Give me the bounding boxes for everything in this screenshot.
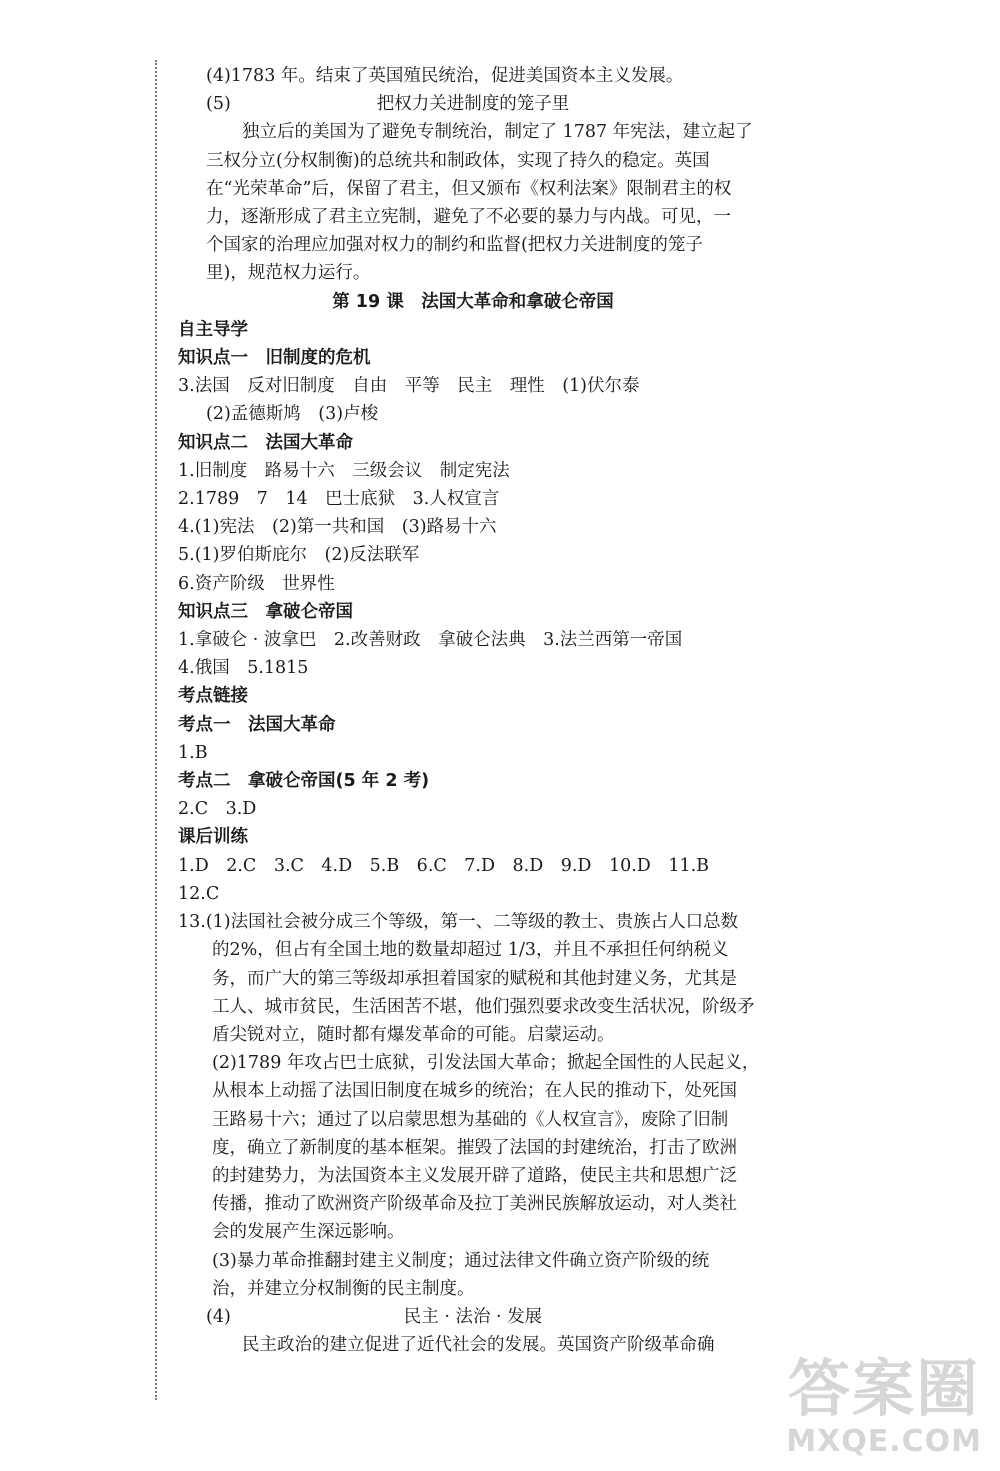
text-line: 在“光荣革命”后，保留了君主，但又颁布《权利法案》限制君主的权 bbox=[206, 178, 732, 199]
text-line: 的封建势力，为法国资本主义发展开辟了道路，使民主共和思想广泛 bbox=[212, 1165, 737, 1186]
text-line: 度，确立了新制度的基本框架。摧毁了法国的封建统治，打击了欧洲 bbox=[212, 1137, 737, 1158]
answer-line: 4.(1)宪法 (2)第一共和国 (3)路易十六 bbox=[178, 517, 497, 538]
question-13-part-3 bbox=[178, 1247, 768, 1303]
watermark-title: 答案圈 bbox=[788, 1352, 981, 1425]
answer-line: 1.旧制度 路易十六 三级会议 制定宪法 bbox=[178, 460, 510, 481]
answer-line: 1.D 2.C 3.C 4.D 5.B 6.C 7.D 8.D 9.D 10.D 11.B bbox=[178, 855, 710, 876]
section-heading-self-study: 自主导学 bbox=[178, 319, 248, 340]
text-line: 从根本上动摇了法国旧制度在城乡的统治；在人民的推动下，处死国 bbox=[212, 1081, 737, 1102]
subheading-4 bbox=[178, 1303, 768, 1331]
text-line: 会的发展产生深远影响。 bbox=[212, 1222, 405, 1243]
text-line: 独立后的美国为了避免专制统治，制定了 1787 年宪法，建立起了 bbox=[242, 122, 753, 143]
exam-point-2-title: 考点二 拿破仑帝国(5 年 2 考) bbox=[178, 771, 430, 792]
text-line: 里)，规范权力运行。 bbox=[206, 263, 371, 284]
question-13-part-2 bbox=[178, 1049, 768, 1246]
answer-line: 5.(1)罗伯斯庇尔 (2)反法联军 bbox=[178, 545, 420, 566]
binding-dotted-line bbox=[155, 60, 157, 1400]
answer-line: (2)孟德斯鸠 (3)卢梭 bbox=[206, 404, 379, 425]
answer-line: 1.拿破仑 · 波拿巴 2.改善财政 拿破仑法典 3.法兰西第一帝国 bbox=[178, 630, 683, 651]
watermark-logo bbox=[786, 1354, 982, 1459]
subheading-title: 把权力关进制度的笼子里 bbox=[376, 94, 570, 115]
text-line: 王路易十六；通过了以启蒙思想为基础的《人权宣言》，废除了旧制 bbox=[212, 1109, 729, 1130]
text-line: (3)暴力革命推翻封建主义制度；通过法律文件确立资产阶级的统 bbox=[212, 1250, 710, 1271]
lesson-title: 第 19 课 法国大革命和拿破仑帝国 bbox=[332, 291, 614, 312]
subheading-number: (4) bbox=[206, 1306, 231, 1327]
text-line: 力，逐渐形成了君主立宪制，避免了不必要的暴力与内战。可见，一 bbox=[206, 207, 731, 228]
watermark-url: MXQE.COM bbox=[786, 1424, 982, 1459]
answer-line: 2.1789 7 14 巴士底狱 3.人权宣言 bbox=[178, 489, 500, 510]
text-line: 传播，推动了欧洲资产阶级革命及拉丁美洲民族解放运动，对人类社 bbox=[212, 1194, 737, 1215]
text-line: 治，并建立分权制衡的民主制度。 bbox=[212, 1278, 475, 1299]
knowledge-point-3-title: 知识点三 拿破仑帝国 bbox=[178, 601, 353, 622]
answer-line: (4)1783 年。结束了英国殖民统治，促进美国资本主义发展。 bbox=[206, 66, 684, 86]
section-heading-training: 课后训练 bbox=[178, 827, 248, 848]
answer-line: 12.C bbox=[178, 883, 220, 904]
text-line: 务，而广大的第三等级却承担着国家的赋税和其他封建义务，尤其是 bbox=[212, 968, 737, 989]
knowledge-point-1-title: 知识点一 旧制度的危机 bbox=[178, 348, 371, 369]
text-line: 的2%，但占有全国土地的数量却超过 1/3，并且不承担任何纳税义 bbox=[212, 940, 729, 961]
text-line: 工人、城市贫民，生活困苦不堪，他们强烈要求改变生活状况，阶级矛 bbox=[212, 996, 755, 1017]
question-13-first-line: 13.(1)法国社会被分成三个等级，第一、二等级的教士、贵族占人口总数 bbox=[178, 912, 739, 933]
subheading-number: (5) bbox=[206, 94, 231, 115]
answer-line: 2.C 3.D bbox=[178, 799, 257, 820]
section-heading-exam-links: 考点链接 bbox=[178, 686, 248, 707]
exam-point-1-title: 考点一 法国大革命 bbox=[178, 714, 336, 735]
answer-line: 3.法国 反对旧制度 自由 平等 民主 理性 (1)伏尔泰 bbox=[178, 376, 640, 397]
answer-line: 4.俄国 5.1815 bbox=[178, 658, 309, 679]
text-line: (2)1789 年攻占巴士底狱，引发法国大革命；掀起全国性的人民起义， bbox=[212, 1053, 760, 1074]
answer-line: 1.B bbox=[178, 742, 208, 763]
text-line: 个国家的治理应加强对权力的制约和监督(把权力关进制度的笼子 bbox=[206, 235, 703, 256]
knowledge-point-2-title: 知识点二 法国大革命 bbox=[178, 432, 353, 453]
page-content bbox=[178, 62, 768, 1359]
text-line: 盾尖锐对立，随时都有爆发革命的可能。启蒙运动。 bbox=[212, 1024, 615, 1045]
subheading-5 bbox=[178, 90, 768, 118]
text-line: 民主政治的建立促进了近代社会的发展。英国资产阶级革命确 bbox=[242, 1335, 715, 1356]
subheading-title: 民主 · 法治 · 发展 bbox=[403, 1306, 543, 1327]
answer-line: 6.资产阶级 世界性 bbox=[178, 573, 335, 594]
question-13-part-1 bbox=[178, 936, 768, 1049]
paragraph-power bbox=[178, 118, 768, 287]
text-line: 三权分立(分权制衡)的总统共和制政体，实现了持久的稳定。英国 bbox=[206, 150, 710, 171]
